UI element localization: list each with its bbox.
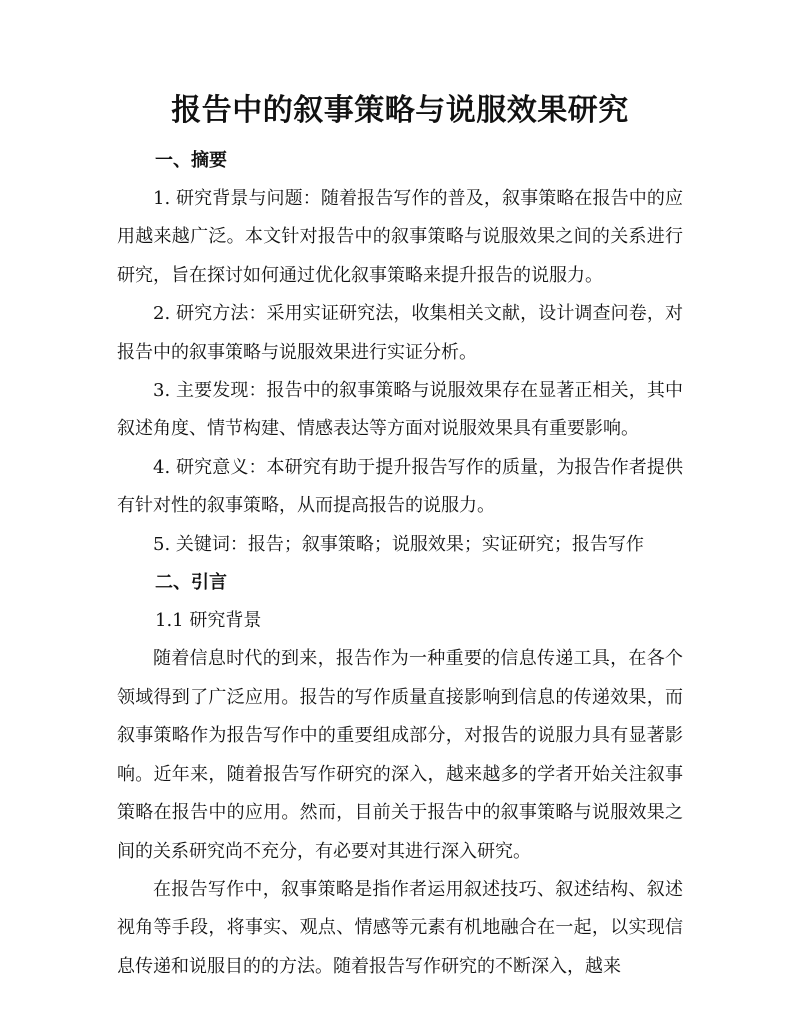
- abstract-item-background: 1. 研究背景与问题：随着报告写作的普及，叙事策略在报告中的应用越来越广泛。本文针对报告中的叙事策略与说服效果之间的关系进行研究，旨在探讨如何通过优化叙事策略来提升报告的说服力。: [117, 188, 683, 286]
- abstract-item-method: 2. 研究方法：采用实证研究法，收集相关文献，设计调查问卷，对报告中的叙事策略与说服效果进行实证分析。: [117, 303, 683, 363]
- abstract-item-significance: 4. 研究意义：本研究有助于提升报告写作的质量，为报告作者提供有针对性的叙事策略，从而提高报告的说服力。: [117, 456, 683, 517]
- section-heading-introduction: 二、引言: [155, 572, 227, 594]
- document-title: 报告中的叙事策略与说服效果研究: [171, 93, 629, 128]
- body-paragraph: 在报告写作中，叙事策略是指作者运用叙述技巧、叙述结构、叙述视角等手段，将事实、观点、情感等元素有机地融合在一起，以实现信息传递和说服目的的方法。随着报告写作研究的不断深入，越来: [117, 878, 683, 977]
- abstract-item-keywords: 5. 关键词：报告；叙事策略；说服效果；实证研究；报告写作: [153, 533, 644, 555]
- section-heading-abstract: 一、摘要: [155, 150, 227, 171]
- body-paragraph: 随着信息时代的到来，报告作为一种重要的信息传递工具，在各个领域得到了广泛应用。报告的写作质量直接影响到信息的传递效果，而叙事策略作为报告写作中的重要组成部分，对报告的说服力具有显著影响。近年来，随着报告写作研究的深入，越来越多的学者开始关注叙事策略在报告中的应用。然而，目前关于报告中的叙事策略与说服效果之间的关系研究尚不充分，有必要对其进行深入研究。: [117, 648, 683, 862]
- document-page: [117, 88, 683, 986]
- subsection-heading-background: 1.1 研究背景: [155, 610, 262, 632]
- abstract-item-findings: 3. 主要发现：报告中的叙事策略与说服效果存在显著正相关，其中叙述角度、情节构建、情感表达等方面对说服效果具有重要影响。: [117, 380, 683, 440]
